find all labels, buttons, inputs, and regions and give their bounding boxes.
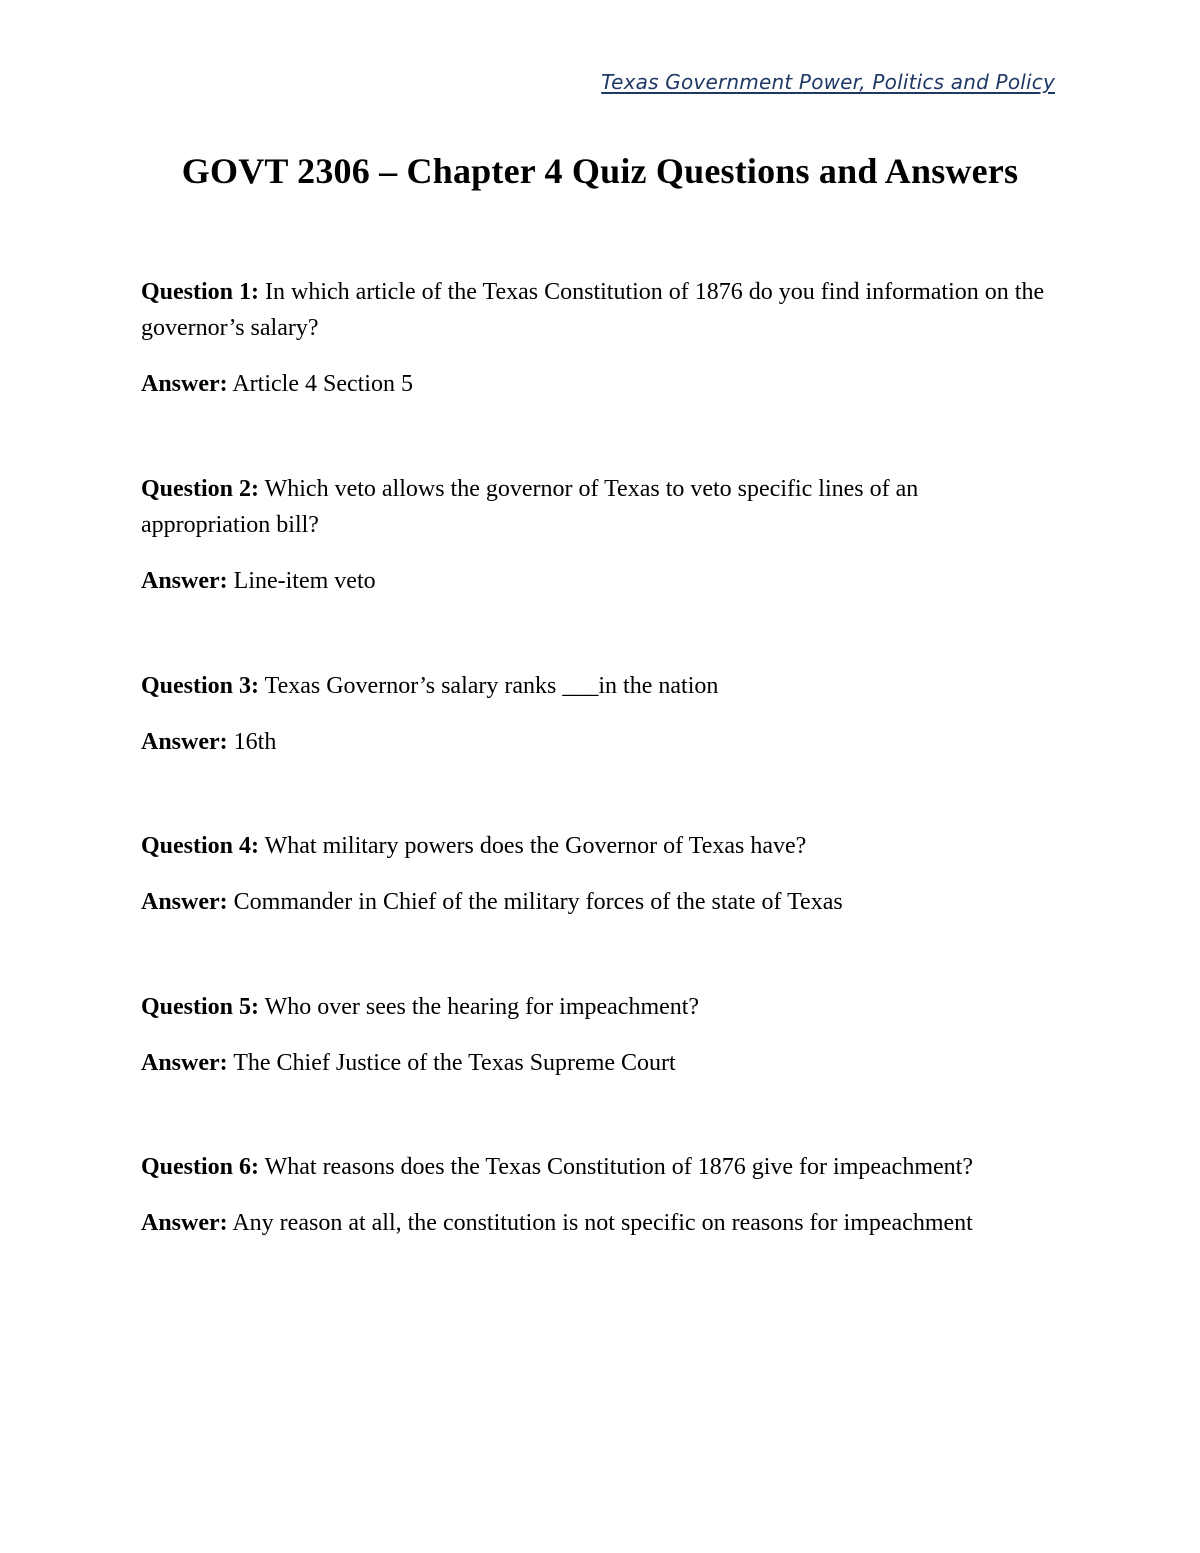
qa-item-1 xyxy=(141,274,1051,402)
question-label: Question 4: xyxy=(141,833,260,859)
question-4 xyxy=(141,828,1051,864)
question-text: What military powers does the Governor of Texas have? xyxy=(264,833,807,859)
question-label: Question 1: xyxy=(141,279,260,305)
question-6 xyxy=(141,1149,1051,1185)
question-2 xyxy=(141,471,1051,543)
question-label: Question 6: xyxy=(141,1154,260,1180)
answer-label: Answer: xyxy=(141,1210,228,1236)
answer-label: Answer: xyxy=(141,371,228,397)
question-text: Which veto allows the governor of Texas to veto specific lines of an appropriation bill? xyxy=(141,476,919,538)
answer-5 xyxy=(141,1045,1051,1081)
question-label: Question 2: xyxy=(141,476,260,502)
question-3 xyxy=(141,668,1051,704)
question-text: In which article of the Texas Constitution of 1876 do you find information on the governor’s salary? xyxy=(141,279,1045,341)
answer-4 xyxy=(141,884,1051,920)
question-text: Who over sees the hearing for impeachment? xyxy=(264,994,700,1020)
qa-item-3 xyxy=(141,668,1051,760)
answer-text: Commander in Chief of the military forces of the state of Texas xyxy=(233,889,843,915)
qa-item-2 xyxy=(141,471,1051,599)
question-5 xyxy=(141,989,1051,1025)
question-1 xyxy=(141,274,1051,346)
answer-text: Any reason at all, the constitution is not specific on reasons for impeachment xyxy=(232,1210,973,1236)
question-label: Question 3: xyxy=(141,673,260,699)
qa-item-4 xyxy=(141,828,1051,920)
running-header: Texas Government Power, Politics and Policy xyxy=(601,70,1055,94)
question-text: Texas Governor’s salary ranks ___in the nation xyxy=(264,673,719,699)
answer-label: Answer: xyxy=(141,1050,228,1076)
answer-label: Answer: xyxy=(141,568,228,594)
page-title: GOVT 2306 – Chapter 4 Quiz Questions and Answers xyxy=(181,151,1019,191)
answer-label: Answer: xyxy=(141,729,228,755)
answer-label: Answer: xyxy=(141,889,228,915)
question-text: What reasons does the Texas Constitution of 1876 give for impeachment? xyxy=(264,1154,973,1180)
answer-text: Article 4 Section 5 xyxy=(232,371,413,397)
qa-item-5 xyxy=(141,989,1051,1081)
answer-2 xyxy=(141,563,1051,599)
qa-item-6 xyxy=(141,1149,1051,1241)
answer-1 xyxy=(141,366,1051,402)
answer-text: Line-item veto xyxy=(233,568,376,594)
answer-text: 16th xyxy=(233,729,277,755)
answer-3 xyxy=(141,724,1051,760)
answer-6 xyxy=(141,1205,1051,1241)
answer-text: The Chief Justice of the Texas Supreme Court xyxy=(233,1050,676,1076)
question-label: Question 5: xyxy=(141,994,260,1020)
